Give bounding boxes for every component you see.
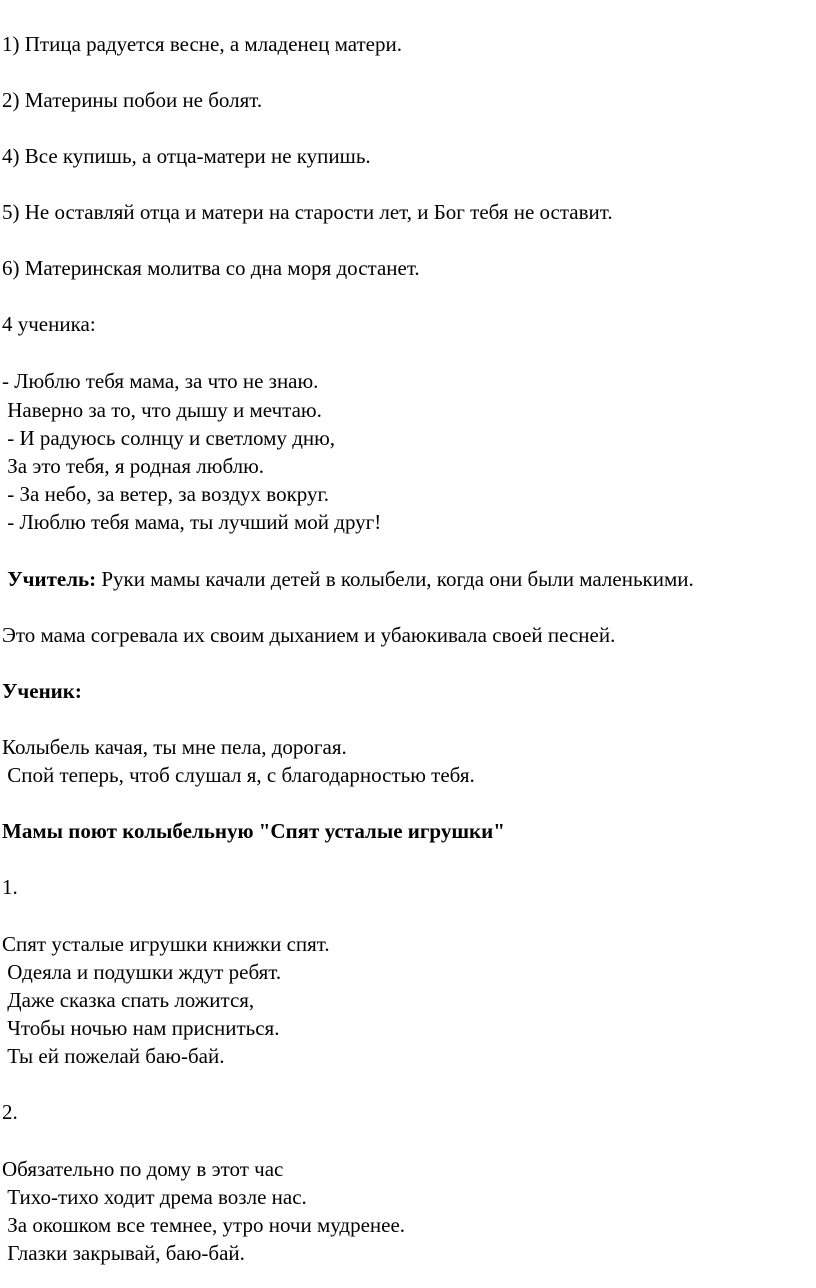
verse-2-line-3: За окошком все темнее, утро ночи мудренее. [2,1213,406,1237]
student-poem-line-2: Спой теперь, чтоб слушал я, с благодарностью тебя. [2,763,475,787]
proverb-4: 4) Все купишь, а отца-матери не купишь. [2,144,371,168]
verse-1-line-1: Спят усталые игрушки книжки спят. [2,932,330,956]
poem-line-6: - Люблю тебя мама, ты лучший мой друг! [2,510,382,534]
verse-1-line-2: Одеяла и подушки ждут ребят. [2,960,282,984]
verse-1-line-3: Даже сказка спать ложится, [2,988,255,1012]
proverb-5: 5) Не оставляй отца и матери на старости лет, и Бог тебя не оставит. [2,200,613,224]
poem-line-2: Наверно за то, что дышу и мечтаю. [2,398,322,422]
teacher-text: Руки мамы качали детей в колыбели, когда они были маленькими. [96,567,694,591]
proverb-1: 1) Птица радуется весне, а младенец матери. [2,32,402,56]
poem-line-4: За это тебя, я родная люблю. [2,454,265,478]
teacher-label: Учитель: [2,567,97,591]
lullaby-heading: Мамы поют колыбельную "Спят усталые игрушки" [2,819,505,843]
poem-line-1: - Люблю тебя мама, за что не знаю. [2,369,319,393]
student-poem-line-1: Колыбель качая, ты мне пела, дорогая. [2,735,347,759]
proverb-2: 2) Материны побои не болят. [2,88,263,112]
student-label: Ученик: [2,679,82,703]
verse-2-line-2: Тихо-тихо ходит дрема возле нас. [2,1185,307,1209]
teacher-paragraph [2,566,694,592]
proverb-6: 6) Материнская молитва со дна моря достанет. [2,256,420,280]
verse-2-line-4: Глазки закрывай, баю-бай. [2,1241,245,1265]
students-heading: 4 ученика: [2,312,96,336]
verse-1-number: 1. [2,875,18,899]
verse-1-line-5: Ты ей пожелай баю-бай. [2,1044,225,1068]
verse-2-number: 2. [2,1100,18,1124]
teacher-line-2: Это мама согревала их своим дыханием и убаюкивала своей песней. [2,623,616,647]
verse-1-line-4: Чтобы ночью нам присниться. [2,1016,280,1040]
poem-line-3: - И радуюсь солнцу и светлому дню, [2,426,336,450]
poem-line-5: - За небо, за ветер, за воздух вокруг. [2,482,329,506]
verse-2-line-1: Обязательно по дому в этот час [2,1157,284,1181]
